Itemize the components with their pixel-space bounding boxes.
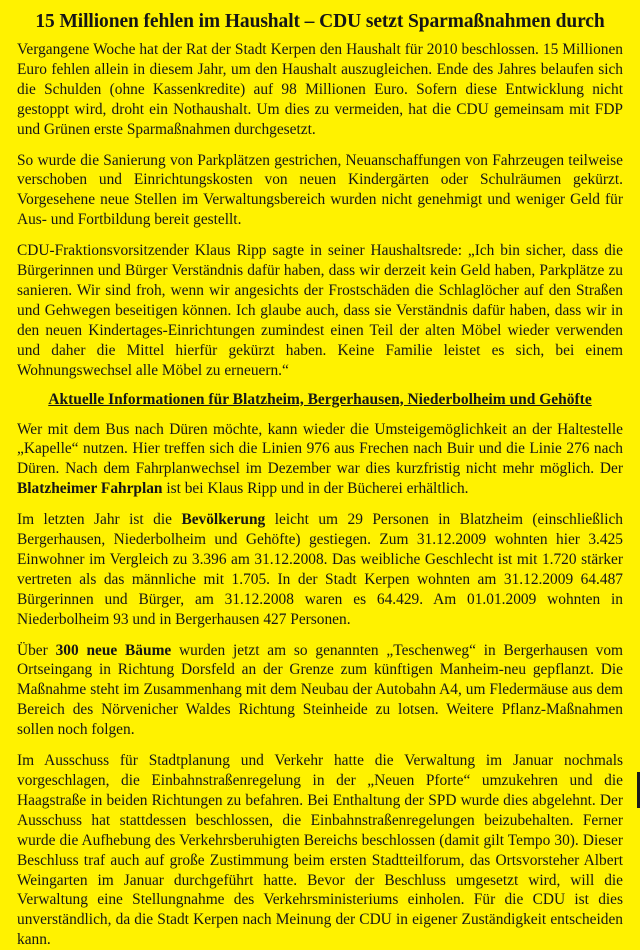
population-bold: Bevölkerung [181, 511, 266, 529]
bus-bold: Blatzheimer Fahrplan [17, 480, 163, 498]
paragraph-quote: CDU-Fraktionsvorsitzender Klaus Ripp sagte in seiner Haushaltsrede: „Ich bin sicher, dass die Bürgerinnen und Bürger Verständnis dafür haben, dass wir derzeit kein Geld haben, Parkplätze zu sanieren. Wir sind froh, wenn wir angesichts der Frostschäden die Schlaglöcher auf den Straßen und Gehwegen beseitigen können. Ich glaube auch, dass sie Verständnis dafür haben, dass wir in den neuen Kindertages-Einrichtungen zumindest einen Teil der alten Möbel wieder verwenden und daher die Mittel hierfür gekürzt haben. Keine Familie leistet es sich, bei einem Wohnungswechsel alle Möbel zu erneuern.“ [17, 242, 623, 379]
paragraph-population [17, 510, 623, 629]
trees-text-end: wurden jetzt am so genannten „Teschenweg“ in Bergerhausen vom Ortseingang in Richtung Dorsfeld an der Grenze zum künftigen Manheim-neu gepflanzt. Die Maßnahme steht im Zusammenhang mit dem Neubau der Autobahn A4, um Fledermäuse aus dem Bereich des Nörvenicher Waldes Richtung Steinheide zu lotsen. Weitere Pflanz-Maßnahmen sollen noch folgen. [17, 641, 623, 739]
section-heading: Aktuelle Informationen für Blatzheim, Bergerhausen, Niederbolheim und Gehöfte [48, 390, 592, 408]
trees-text-start: Über [17, 641, 56, 659]
population-text-start: Im letzten Jahr ist die [17, 511, 182, 529]
population-text-end: leicht um 29 Personen in Blatzheim (einschließlich Bergerhausen, Niederbolheim und Gehöfte) gestiegen. Zum 31.12.2009 wohnten hier 3.425 Einwohner im Vergleich zu 3.396 am 31.12.2008. Das weibliche Geschlecht ist mit 1.720 stärker vertreten als das männliche mit 1.705. In der Stadt Kerpen wohnten am 31.12.2009 64.487 Bürgerinnen und Bürger, am 31.12.2008 waren es 64.429. Am 01.01.2009 wohnten in Niederbolheim 93 und in Bergerhausen 427 Personen. [17, 511, 623, 628]
paragraph-savings: So wurde die Sanierung von Parkplätzen gestrichen, Neuanschaffungen von Fahrzeugen teilweise verschoben und Einrichtungskosten von neuen Kindergärten oder Schulräumen gekürzt. Vorgesehene neue Stellen im Verwaltungsbereich wurden nicht genehmigt und weniger Geld für Aus- und Fortbildung bereit gestellt. [17, 151, 623, 229]
bus-text-start: Wer mit dem Bus nach Düren möchte, kann wieder die Umsteigemöglichkeit an der Haltestelle „Kapelle“ nutzen. Hier treffen sich die Linien 976 aus Frechen nach Buir und die Linie 276 nach Düren. Nach dem Fahrplanwechsel im Dezember war dies kurzfristig nicht mehr möglich. Der [17, 420, 623, 478]
paragraph-trees [17, 641, 623, 741]
paragraph-budget: Vergangene Woche hat der Rat der Stadt Kerpen den Haushalt für 2010 beschlossen. 15 Millionen Euro fehlen allein in diesem Jahr, um den Haushalt auszugleichen. Ende des Jahres belaufen sich die Schulden (ohne Kassenkredite) auf 98 Millionen Euro. Sofern diese Entwicklung nicht gestoppt wird, droht ein Nothaushalt. Um dies zu vermeiden, hat die CDU gemeinsam mit FDP und Grünen erste Sparmaßnahmen durchgesetzt. [17, 41, 623, 138]
bus-text-end: ist bei Klaus Ripp und in der Bücherei erhältlich. [162, 480, 469, 498]
trees-bold: 300 neue Bäume [55, 641, 172, 659]
paragraph-committee: Im Ausschuss für Stadtplanung und Verkehr hatte die Verwaltung im Januar nochmals vorgeschlagen, die Einbahnstraßenregelung in der „Neuen Pforte“ umzukehren und die Haagstraße in beiden Richtungen zu befahren. Bei Enthaltung der SPD wurde dies abgelehnt. Der Ausschuss hat stattdessen beschlossen, die Einbahnstraßenregelungen beizubehalten. Ferner wurde die Aufhebung des Verkehrsberuhigten Bereichs beschlossen (damit gilt Tempo 30). Dieser Beschluss traf auch auf große Zustimmung beim ersten Stadtteilforum, das Ortsvorsteher Albert Weingarten im Januar durchgeführt hatte. Bevor der Beschluss umgesetzt wird, will die Verwaltung eine Stellungnahme des Verkehrsministeriums einholen. Für die CDU ist dies unverständlich, da die Stadt Kerpen nach Meinung der CDU in eigener Zuständigkeit entscheiden kann. [17, 752, 623, 949]
article-title: 15 Millionen fehlen im Haushalt – CDU setzt Sparmaßnahmen durch [35, 11, 605, 32]
paragraph-bus [17, 420, 623, 500]
